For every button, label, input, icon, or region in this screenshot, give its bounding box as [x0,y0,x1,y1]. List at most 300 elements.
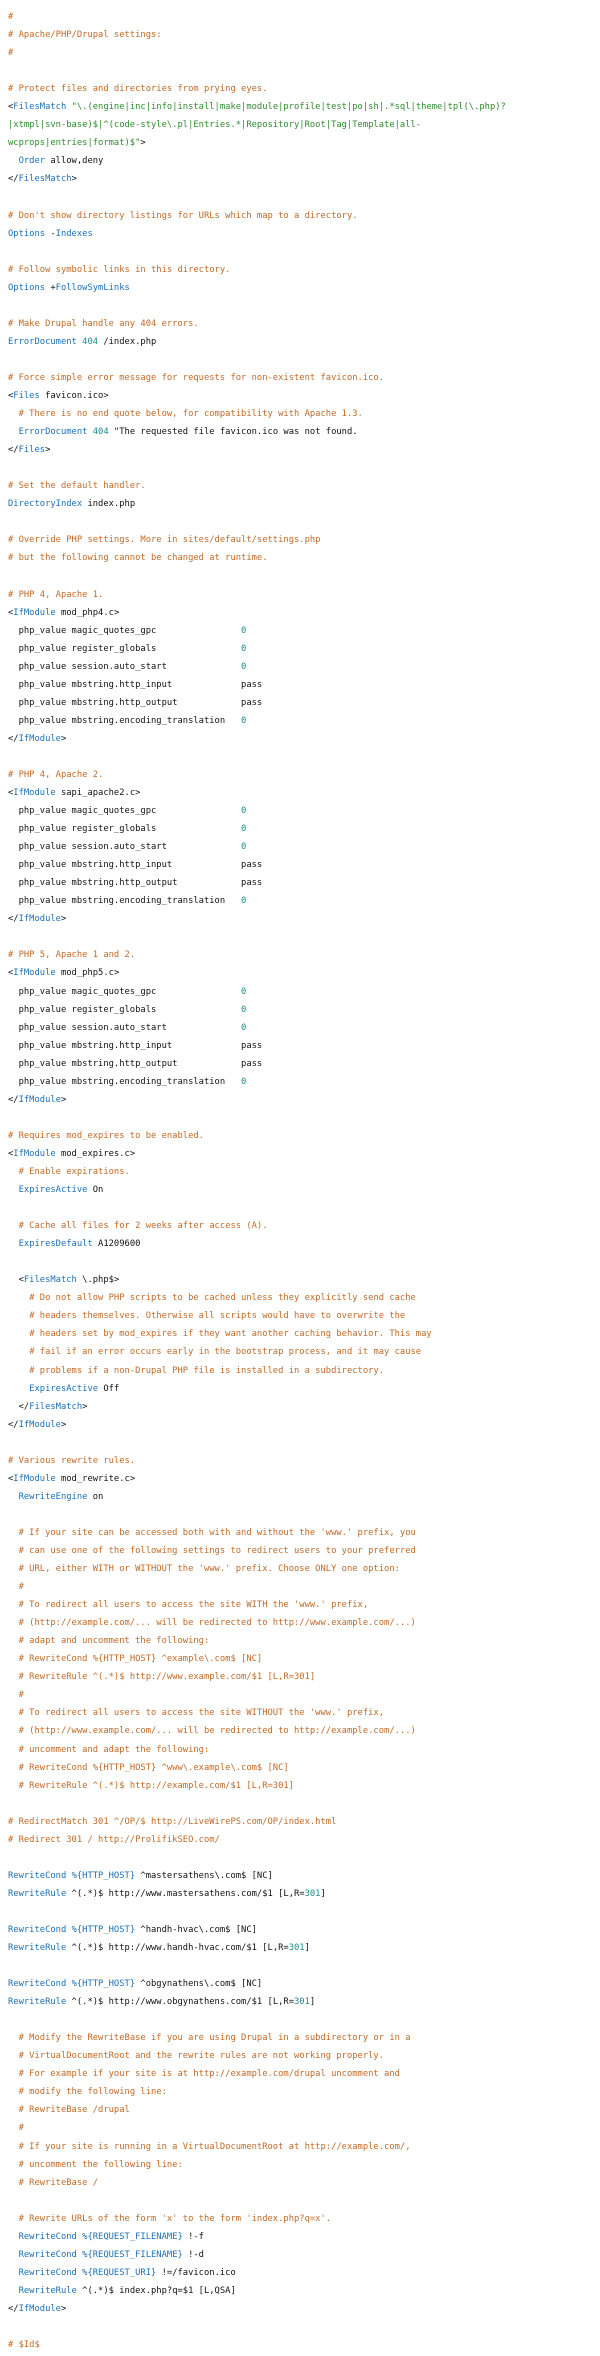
code-line [8,2065,600,2083]
code-line [8,820,600,838]
comment-token: # fail if an error occurs early in the bootstrap process, and it may cause [29,1347,422,1358]
text-token: favicon.ico [39,390,104,401]
code-line [8,1434,600,1452]
text-token [8,1221,19,1231]
comment-token: # Protect files and directories from prying eyes. [8,84,268,95]
code-line [8,748,600,766]
text-token [8,1167,19,1177]
code-line [8,351,600,369]
code-line [8,1506,600,1524]
number-token: 0 [241,842,247,853]
number-token: 0 [241,896,247,907]
text-token [8,2232,19,2242]
keyword-token: FollowSymLinks [55,282,130,293]
text-token: /index.php [98,336,157,347]
code-line [8,513,600,531]
text-token [8,2105,19,2115]
code-line [8,2336,600,2354]
punctuation-token: </ [8,445,19,456]
code-line [8,188,600,206]
code-line [8,1362,600,1380]
keyword-token: RewriteCond [18,2231,77,2242]
string-token: "\.(engine|inc|info|install|make|module|profile|test|po|sh|.*sql|theme|tpl(\.php)? [71,102,506,113]
number-token: 0 [241,1022,247,1033]
code-line [8,333,600,351]
code-line [8,207,600,225]
code-line [8,62,600,80]
comment-token: # [18,1582,24,1593]
code-line [8,1650,600,1668]
number-token: 301 [294,1997,310,2008]
keyword-token: FilesMatch [13,102,67,113]
text-token: !-d [182,2249,204,2260]
comment-token: # Set the default handler. [8,481,146,492]
text-token [8,2069,19,2079]
keyword-token: Options [8,282,46,293]
comment-token: # Requires mod_expires to be enabled. [8,1130,204,1141]
code-line [8,694,600,712]
code-line [8,1398,600,1416]
code-line [8,2011,600,2029]
code-line [8,1307,600,1325]
text-token: php_value magic_quotes_gpc [8,625,242,636]
code-line [8,2264,600,2282]
text-token: php_value mbstring.http_output pass [8,697,263,708]
comment-token: # [18,2123,24,2134]
comment-token: # To redirect all users to access the site WITHOUT the 'www.' prefix, [18,1708,385,1719]
text-token: ^obgynathens\.com$ [NC] [135,1979,263,1990]
text-token: \.php$ [76,1275,114,1286]
text-token [8,2051,19,2061]
text-token [8,1402,19,1412]
code-line [8,1777,600,1795]
number-token: 0 [241,1076,247,1087]
code-line [8,2282,600,2300]
comment-token: # If your site can be accessed both with and without the 'www.' prefix, you [18,1527,416,1538]
comment-token: # RewriteCond %{HTTP_HOST} ^www\.example\.com$ [NC] [18,1762,289,1773]
code-line [8,1596,600,1614]
code-line [8,712,600,730]
comment-token: # Follow symbolic links in this directory. [8,264,231,275]
code-line [8,1741,600,1759]
text-token: !-f [182,2231,204,2242]
text-token: Off [98,1383,120,1394]
keyword-token: IfModule [18,1419,61,1430]
text-token: ] [304,1943,310,1954]
code-line [8,1722,600,1740]
punctuation-token: </ [8,914,19,925]
code-line [8,1019,600,1037]
code-line [8,1235,600,1253]
code-line [8,423,600,441]
text-token: php_value session.auto_start [8,1022,242,1033]
text-token: php_value mbstring.http_input pass [8,679,263,690]
punctuation-token: > [60,2303,67,2314]
code-line [8,928,600,946]
code-line [8,2119,600,2137]
code-line [8,946,600,964]
keyword-token: Options [8,228,46,239]
keyword-token: IfModule [13,788,56,799]
text-token [8,1690,19,1700]
code-line [8,856,600,874]
punctuation-token: < [8,1148,14,1159]
code-line [8,1867,600,1885]
number-token: 404 [82,336,99,347]
code-line [8,441,600,459]
text-token: php_value magic_quotes_gpc [8,986,242,997]
text-token [8,1239,19,1249]
code-line [8,225,600,243]
text-token [8,1781,19,1791]
code-line [8,1686,600,1704]
text-token: on [87,1491,104,1502]
text-token: On [87,1185,104,1196]
number-token: 0 [241,986,247,997]
text-token [8,427,19,437]
code-line [8,784,600,802]
keyword-token: ExpiresActive [18,1185,88,1196]
code-line [8,1614,600,1632]
text-token [8,156,19,166]
text-token: "The requested file favicon.ico was not found. [108,427,358,438]
text-token [8,1347,29,1357]
code-line [8,1795,600,1813]
comment-token: # For example if your site is at http://example.com/drupal uncomment and [18,2069,400,2080]
code-line [8,567,600,585]
code-line [8,98,600,116]
number-token: 301 [304,1888,321,1899]
text-token: ] [309,1997,316,2008]
keyword-token: RewriteRule [18,2285,77,2296]
code-line [8,1470,600,1488]
keyword-token: ExpiresActive [29,1383,99,1394]
text-token: ^handh-hvac\.com$ [NC] [135,1924,257,1935]
text-token [8,1546,19,1556]
text-token: php_value mbstring.http_input pass [8,1040,263,1051]
code-line [8,766,600,784]
text-token: php_value register_globals [8,1004,242,1015]
text-token [8,1293,29,1303]
punctuation-token: > [113,1275,120,1286]
code-line [8,1037,600,1055]
punctuation-token: < [8,607,14,618]
comment-token: # uncomment the following line: [18,2159,183,2170]
comment-token: # RewriteBase /drupal [18,2105,130,2116]
punctuation-token: < [8,1473,14,1484]
code-line [8,604,600,622]
comment-token: # (http://www.example.com/... will be redirected to http://example.com/...) [18,1726,416,1737]
code-line [8,170,600,188]
keyword-token: RewriteCond [8,1924,67,1935]
comment-token: # To redirect all users to access the site WITH the 'www.' prefix, [18,1600,369,1611]
code-line [8,1957,600,1975]
code-line [8,1181,600,1199]
keyword-token: RewriteRule [8,1888,67,1899]
code-line [8,1091,600,1109]
text-token: + [45,282,56,293]
text-token [8,1329,29,1339]
text-token: allow,deny [45,156,104,167]
code-line [8,1055,600,1073]
text-token: index.php [82,499,136,510]
text-token: sapi_apache2.c [55,788,136,799]
code-line [8,586,600,604]
keyword-token: ErrorDocument [18,427,88,438]
code-line [8,2210,600,2228]
code-line [8,549,600,567]
keyword-token: IfModule [13,1473,56,1484]
code-line [8,1939,600,1957]
code-line [8,80,600,98]
text-token [8,1726,19,1736]
code-line [8,802,600,820]
code-line [8,2192,600,2210]
keyword-token: RewriteCond [8,1979,67,1990]
text-token [8,2286,19,2296]
code-line [8,2047,600,2065]
string-token: |xtmpl|svn-base)$|^(code-style\.pl|Entries.*|Repository|Root|Tag|Template|all- [8,120,422,131]
comment-token: # problems if a non-Drupal PHP file is installed in a subdirectory. [29,1365,385,1376]
code-line [8,676,600,694]
text-token [8,2250,19,2260]
code-line [8,1001,600,1019]
code-line [8,1145,600,1163]
code-line [8,2300,600,2318]
punctuation-token: > [45,445,51,456]
keyword-token: Indexes [55,228,93,239]
text-token: php_value mbstring.encoding_translation [8,715,242,726]
keyword-token: %{REQUEST_FILENAME} [82,2231,183,2242]
text-token: php_value mbstring.http_input pass [8,860,263,871]
punctuation-token: > [135,788,141,799]
code-line [8,26,600,44]
text-token: ^(.*)$ http://www.obgynathens.com/$1 [L,R= [66,1997,295,2008]
text-token: ^(.*)$ http://www.handh-hvac.com/$1 [L,R= [66,1943,289,1954]
text-token: php_value mbstring.encoding_translation [8,1076,242,1087]
code-line [8,1380,600,1398]
code-line [8,1343,600,1361]
comment-token: # [18,1690,24,1701]
text-token: ^mastersathens\.com$ [NC] [135,1870,273,1881]
code-line [8,459,600,477]
punctuation-token: </ [8,174,19,185]
code-line [8,369,600,387]
code-line [8,315,600,333]
text-token: mod_rewrite.c [55,1473,130,1484]
text-token [8,1618,19,1628]
text-token: - [45,228,56,239]
punctuation-token: > [60,1419,67,1430]
code-line [8,1452,600,1470]
text-token [8,1564,19,1574]
number-token: 404 [92,427,109,438]
punctuation-token: > [129,1473,136,1484]
keyword-token: RewriteEngine [18,1491,88,1502]
punctuation-token: </ [8,1094,19,1105]
keyword-token: ErrorDocument [8,336,77,347]
keyword-token: IfModule [18,733,61,744]
code-line [8,964,600,982]
comment-token: # Modify the RewriteBase if you are using Drupal in a subdirectory or in a [18,2033,411,2044]
keyword-token: FilesMatch [23,1275,77,1286]
comment-token: # Enable expirations. [18,1167,130,1177]
text-token [8,2160,19,2170]
text-token: php_value register_globals [8,824,242,835]
text-token: php_value mbstring.http_output pass [8,878,263,889]
text-token: mod_php4.c [55,607,114,618]
comment-token: # Cache all files for 2 weeks after access (A). [18,1221,268,1232]
code-line [8,279,600,297]
comment-token: # modify the following line: [18,2087,167,2098]
text-token [8,1600,19,1610]
text-token: php_value mbstring.http_output pass [8,1058,263,1069]
code-line [8,730,600,748]
number-token: 0 [241,625,247,636]
keyword-token: RewriteRule [8,1943,67,1954]
text-token [8,1763,19,1773]
punctuation-token: </ [8,733,19,744]
code-line [8,2156,600,2174]
punctuation-token: < [8,390,14,401]
keyword-token: %{REQUEST_FILENAME} [82,2249,183,2260]
code-line [8,1831,600,1849]
number-token: 0 [241,661,247,672]
comment-token: # PHP 4, Apache 2. [8,769,104,780]
code-line [8,495,600,513]
punctuation-token: > [60,1094,67,1105]
punctuation-token: > [113,968,120,979]
code-line [8,1759,600,1777]
code-line [8,838,600,856]
code-line [8,2101,600,2119]
punctuation-token: > [60,733,67,744]
code-line [8,531,600,549]
keyword-token: FilesMatch [18,174,72,185]
code-line [8,116,600,134]
keyword-token: RewriteCond [8,1870,67,1881]
code-line [8,1217,600,1235]
keyword-token: ExpiresDefault [18,1239,93,1250]
text-token [8,1745,19,1755]
text-token [8,2268,19,2278]
comment-token: # PHP 5, Apache 1 and 2. [8,950,136,961]
string-token: wcprops|entries|format)$" [8,138,141,149]
comment-token: # RewriteBase / [18,2177,99,2188]
keyword-token: IfModule [13,968,56,979]
text-token [8,1582,19,1592]
number-token: 0 [241,806,247,817]
text-token [8,2087,19,2097]
code-line [8,387,600,405]
keyword-token: %{HTTP_HOST} [71,1979,136,1990]
keyword-token: RewriteRule [8,1997,67,2008]
code-line [8,477,600,495]
text-token [8,1185,19,1195]
code-line [8,1578,600,1596]
code-line [8,2246,600,2264]
keyword-token: %{HTTP_HOST} [71,1924,136,1935]
text-token [8,2033,19,2043]
code-line [8,1163,600,1181]
code-line [8,1560,600,1578]
keyword-token: %{HTTP_HOST} [71,1870,136,1881]
text-token: ] [320,1888,326,1899]
text-token: php_value session.auto_start [8,842,242,853]
code-line [8,152,600,170]
keyword-token: IfModule [13,607,56,618]
code-line [8,1704,600,1722]
number-token: 301 [288,1943,305,1954]
code-line [8,1109,600,1127]
code-line [8,44,600,62]
comment-token: # Various rewrite rules. [8,1455,136,1466]
text-token [8,1528,19,1538]
comment-token: # uncomment and adapt the following: [18,1744,210,1755]
text-token [8,1384,29,1394]
number-token: 0 [241,1004,247,1015]
text-token [8,2178,19,2188]
comment-token: # If your site is running in a VirtualDocumentRoot at http://example.com/, [18,2141,411,2152]
punctuation-token: > [140,138,146,149]
comment-token: # RewriteCond %{HTTP_HOST} ^example\.com$ [NC] [18,1654,263,1665]
code-line [8,1632,600,1650]
code-line [8,405,600,423]
code-line [8,1416,600,1434]
keyword-token: IfModule [18,2303,61,2314]
code-line [8,892,600,910]
code-line [8,261,600,279]
comment-token: # Force simple error message for requests for non-existent favicon.ico. [8,372,385,383]
code-line [8,8,600,26]
code-line [8,874,600,892]
code-line [8,1488,600,1506]
comment-token: # There is no end quote below, for compatibility with Apache 1.3. [18,409,363,420]
punctuation-token: < [18,1275,24,1286]
code-line [8,983,600,1001]
text-token: !=/favicon.ico [156,2267,236,2278]
text-token: php_value session.auto_start [8,661,242,672]
number-token: 0 [241,715,247,726]
code-line [8,1524,600,1542]
code-line [8,622,600,640]
keyword-token: RewriteCond [18,2249,77,2260]
punctuation-token: </ [8,2303,19,2314]
keyword-token: RewriteCond [18,2267,77,2278]
keyword-token: Files [18,445,46,456]
comment-token: # Apache/PHP/Drupal settings: [8,30,162,41]
comment-token: # can use one of the following settings to redirect users to your preferred [18,1545,416,1556]
comment-token: # VirtualDocumentRoot and the rewrite rules are not working properly. [18,2051,385,2062]
comment-token: # RewriteRule ^(.*)$ http://www.example.com/$1 [L,R=301] [18,1672,316,1683]
code-line [8,297,600,315]
text-token: php_value magic_quotes_gpc [8,806,242,817]
text-token [8,1366,29,1376]
text-token: php_value register_globals [8,643,242,654]
comment-token: # RedirectMatch 301 ^/OP/$ http://LiveWirePS.com/OP/index.html [8,1816,337,1827]
code-line [8,1849,600,1867]
comment-token: # Don't show directory listings for URLs which map to a directory. [8,210,358,221]
code-line [8,2174,600,2192]
code-line [8,658,600,676]
punctuation-token: < [8,788,14,799]
code-line [8,2228,600,2246]
text-token: php_value mbstring.encoding_translation [8,896,242,907]
keyword-token: %{REQUEST_URI} [82,2267,157,2278]
comment-token: # headers set by mod_expires if they want another caching behavior. This may [29,1329,432,1340]
code-line [8,1073,600,1091]
code-line [8,1885,600,1903]
